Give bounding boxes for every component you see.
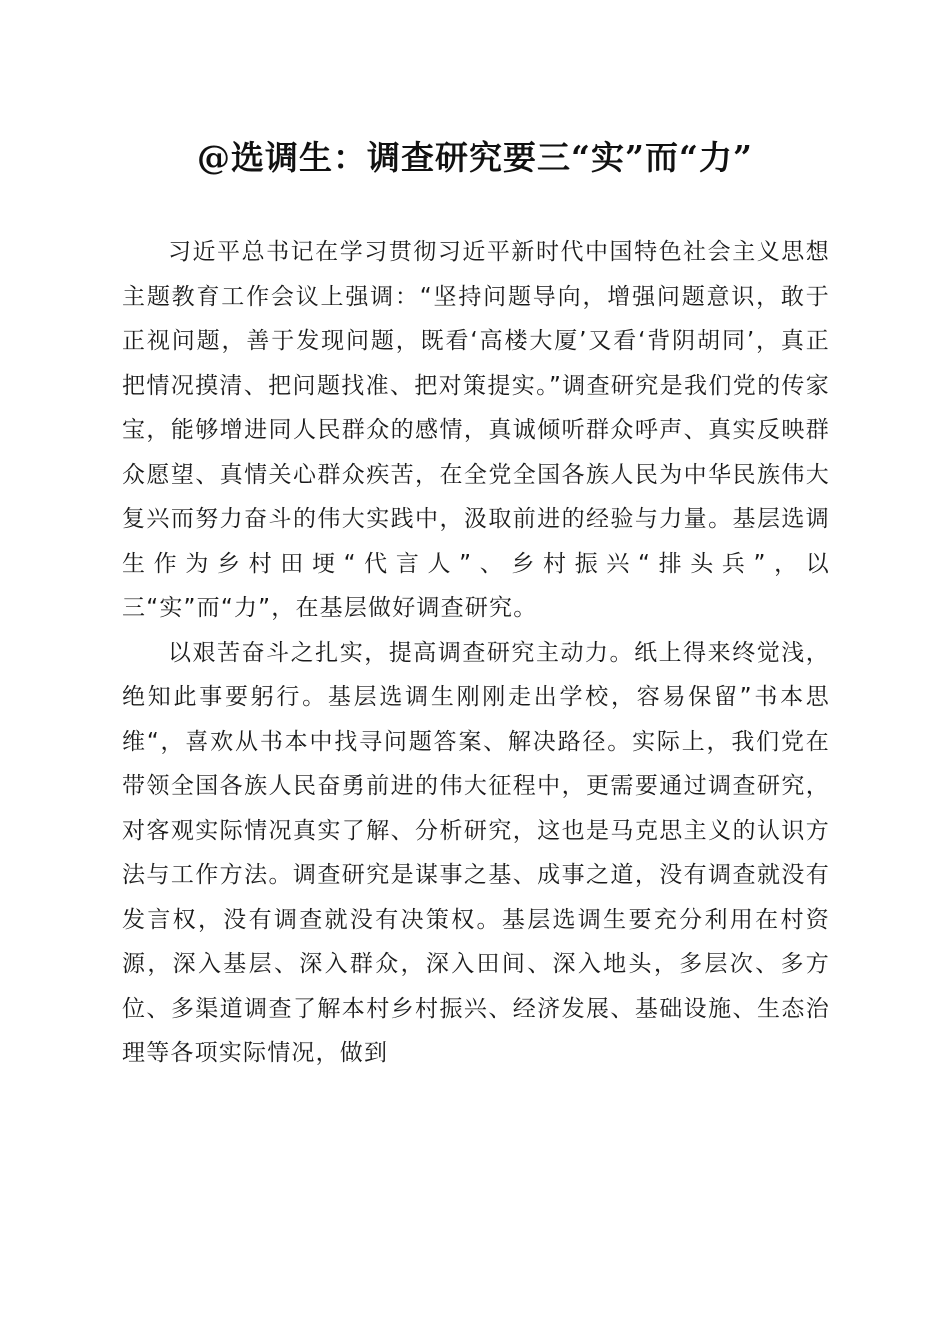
- document-body: [122, 230, 830, 1076]
- document-title: @选调生：调查研究要三“实”而“力”: [197, 138, 753, 177]
- paragraph-2: 以艰苦奋斗之扎实，提高调查研究主动力。纸上得来终觉浅，绝知此事要躬行。基层选调生刚刚走出学校，容易保留”书本思维“，喜欢从书本中找寻问题答案、解决路径。实际上，我们党在带领全国各族人民奋勇前进的伟大征程中，更需要通过调查研究，对客观实际情况真实了解、分析研究，这也是马克思主义的认识方法与工作方法。调查研究是谋事之基、成事之道，没有调查就没有发言权，没有调查就没有决策权。基层选调生要充分利用在村资源，深入基层、深入群众，深入田间、深入地头，多层次、多方位、多渠道调查了解本村乡村振兴、经济发展、基础设施、生态治理等各项实际情况，做到: [122, 639, 830, 1066]
- paragraph-1: 习近平总书记在学习贯彻习近平新时代中国特色社会主义思想主题教育工作会议上强调：“坚持问题导向，增强问题意识，敢于正视问题，善于发现问题，既看‘高楼大厦’又看‘背阴胡同’，真正把情况摸清、把问题找准、把对策提实。”调查研究是我们党的传家宝，能够增进同人民群众的感情，真诚倾听群众呼声、真实反映群众愿望、真情关心群众疾苦，在全党全国各族人民为中华民族伟大复兴而努力奋斗的伟大实践中，汲取前进的经验与力量。基层选调生作为乡村田埂“代言人”、乡村振兴“排头兵”，以三“实”而“力”，在基层做好调查研究。: [122, 239, 830, 621]
